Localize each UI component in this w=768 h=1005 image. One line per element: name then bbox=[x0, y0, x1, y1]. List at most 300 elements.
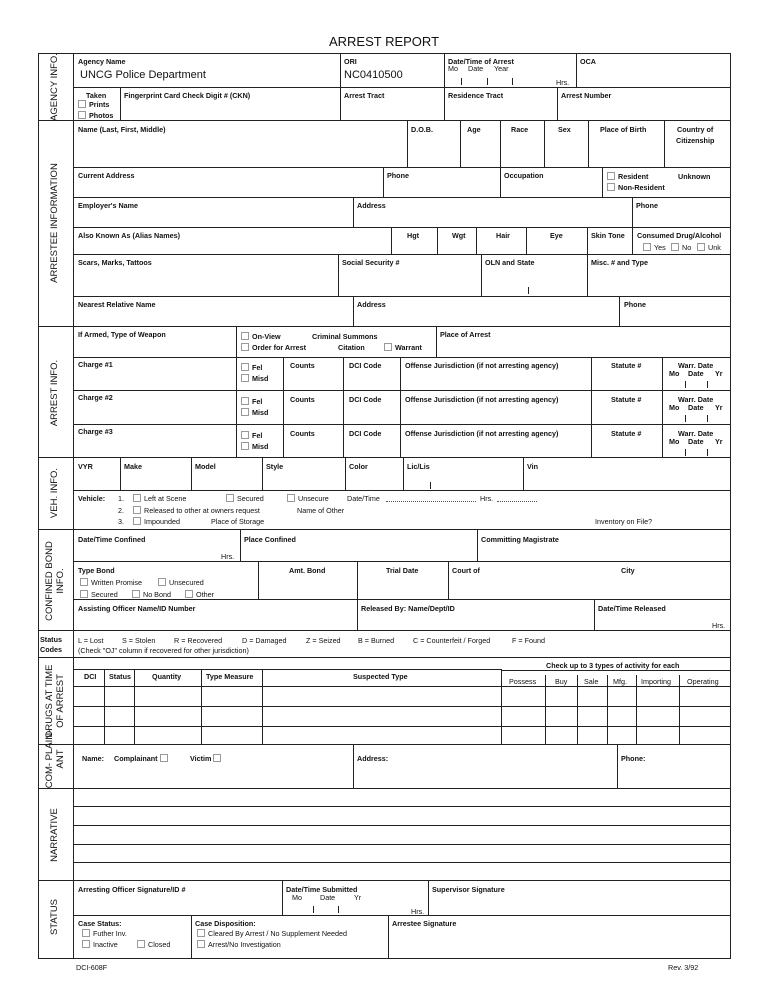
inactive-checkbox[interactable] bbox=[82, 940, 118, 949]
released-text: Released to other at owners request bbox=[144, 506, 260, 515]
grid-line bbox=[353, 197, 354, 227]
employer-label: Employer's Name bbox=[78, 201, 139, 210]
fel-text: Fel bbox=[252, 431, 263, 440]
grid-line bbox=[500, 167, 501, 197]
grid-line bbox=[73, 167, 730, 168]
phone-label: Phone bbox=[387, 171, 409, 180]
grid-line bbox=[73, 726, 730, 727]
counts-label: Counts bbox=[290, 395, 315, 404]
order-text: Order for Arrest bbox=[252, 343, 307, 352]
lic-label: Lic/Lis bbox=[407, 462, 430, 471]
make-label: Make bbox=[124, 462, 142, 471]
name-label: Name (Last, First, Middle) bbox=[78, 125, 166, 134]
no-bond-text: No Bond bbox=[143, 590, 171, 599]
charge-1-fel-checkbox[interactable] bbox=[241, 363, 262, 372]
relative-phone-label: Phone bbox=[624, 300, 646, 309]
date-time-released-label: Date/Time Released bbox=[598, 604, 666, 613]
tick bbox=[707, 415, 708, 422]
warr-date-sub: Date bbox=[688, 369, 704, 378]
grid-line bbox=[343, 357, 344, 457]
divider-drugs bbox=[38, 744, 731, 745]
form-top-border bbox=[38, 53, 731, 54]
written-promise-text: Written Promise bbox=[91, 578, 142, 587]
divider-complainant bbox=[38, 788, 731, 789]
misd-text: Misd bbox=[252, 374, 269, 383]
section-agency-label: AGENCY INFO. bbox=[49, 53, 60, 121]
section-narrative-label: NARRATIVE bbox=[49, 808, 60, 862]
color-label: Color bbox=[349, 462, 368, 471]
grid-line bbox=[73, 669, 501, 670]
divider-arrest bbox=[38, 457, 731, 458]
num-3: 3. bbox=[118, 517, 124, 526]
grid-line bbox=[481, 254, 482, 296]
arrest-no-inv-text: Arrest/No Investigation bbox=[208, 940, 281, 949]
date-time-label: Date/Time bbox=[347, 494, 380, 503]
complainant-checkbox[interactable] bbox=[114, 754, 171, 763]
photos-text: Photos bbox=[89, 111, 114, 120]
oln-tick bbox=[528, 287, 529, 294]
warrant-checkbox[interactable] bbox=[384, 343, 422, 352]
grid-line bbox=[436, 326, 437, 357]
sex-label: Sex bbox=[558, 125, 571, 134]
grid-line bbox=[73, 686, 730, 687]
grid-line bbox=[437, 227, 438, 254]
court-of-label: Court of bbox=[452, 566, 480, 575]
employer-address-label: Address bbox=[357, 201, 386, 210]
charge-2-label: Charge #2 bbox=[78, 393, 113, 402]
type-bond-label: Type Bond bbox=[78, 566, 115, 575]
resident-checkbox[interactable] bbox=[607, 172, 648, 181]
non-resident-text: Non-Resident bbox=[618, 183, 665, 192]
divider-agency bbox=[38, 120, 731, 121]
nearest-relative-label: Nearest Relative Name bbox=[78, 300, 156, 309]
activity-mfg: Mfg. bbox=[613, 677, 627, 686]
oln-label: OLN and State bbox=[485, 258, 535, 267]
resident-text: Resident bbox=[618, 172, 649, 181]
grid-line bbox=[619, 296, 620, 326]
assisting-officer-label: Assisting Officer Name/ID Number bbox=[78, 604, 196, 613]
place-of-storage-label: Place of Storage bbox=[211, 517, 265, 526]
residence-tract-label: Residence Tract bbox=[448, 91, 504, 100]
section-arrest-label: ARREST INFO. bbox=[49, 359, 60, 427]
no-bond-checkbox[interactable] bbox=[132, 590, 171, 599]
consumed-unk-checkbox[interactable] bbox=[697, 243, 721, 252]
unsecure-text: Unsecure bbox=[298, 494, 329, 503]
statute-label: Statute # bbox=[611, 361, 642, 370]
activity-sale: Sale bbox=[584, 677, 599, 686]
left-at-scene-checkbox[interactable] bbox=[133, 494, 186, 503]
oca-label: OCA bbox=[580, 57, 596, 66]
agency-name-value[interactable]: UNCG Police Department bbox=[80, 69, 206, 81]
grid-line bbox=[73, 254, 730, 255]
bond-secured-text: Secured bbox=[91, 590, 118, 599]
grid-line bbox=[500, 120, 501, 167]
on-view-checkbox[interactable] bbox=[241, 332, 281, 341]
race-label: Race bbox=[511, 125, 529, 134]
dob-label: D.O.B. bbox=[411, 125, 433, 134]
grid-line bbox=[388, 915, 389, 958]
cleared-text: Cleared By Arrest / No Supplement Needed bbox=[208, 929, 348, 938]
grid-line bbox=[526, 227, 527, 254]
grid-line bbox=[448, 561, 449, 599]
employer-phone-label: Phone bbox=[636, 201, 658, 210]
statute-label: Statute # bbox=[611, 429, 642, 438]
fingerprint-label: Fingerprint Card Check Digit # (CKN) bbox=[124, 91, 251, 100]
grid-line bbox=[353, 744, 354, 788]
written-promise-checkbox[interactable] bbox=[80, 578, 142, 587]
yes-text: Yes bbox=[654, 243, 666, 252]
form-left-border bbox=[38, 53, 39, 958]
ori-value[interactable]: NC0410500 bbox=[344, 69, 403, 81]
suspected-type-col: Suspected Type bbox=[353, 672, 408, 681]
citizenship-label: Citizenship bbox=[676, 136, 715, 145]
criminal-summons-label: Criminal Summons bbox=[312, 332, 378, 341]
code-counterfeit: C = Counterfeit / Forged bbox=[413, 636, 491, 645]
tick bbox=[707, 381, 708, 388]
grid-line bbox=[282, 880, 283, 915]
wgt-label: Wgt bbox=[452, 231, 466, 240]
eye-label: Eye bbox=[550, 231, 563, 240]
country-of-label: Country of bbox=[677, 125, 714, 134]
grid-line bbox=[460, 120, 461, 167]
divider-narrative bbox=[38, 880, 731, 881]
narrative-line bbox=[73, 844, 730, 845]
unsecured-checkbox[interactable] bbox=[158, 578, 204, 587]
complainant-phone-label: Phone: bbox=[621, 754, 646, 763]
case-disposition-label: Case Disposition: bbox=[195, 919, 256, 928]
num-1: 1. bbox=[118, 494, 124, 503]
skin-tone-label: Skin Tone bbox=[591, 231, 625, 240]
dci-code-label: DCI Code bbox=[349, 429, 382, 438]
charge-3-label: Charge #3 bbox=[78, 427, 113, 436]
amt-bond-label: Amt. Bond bbox=[289, 566, 326, 575]
vyr-label: VYR bbox=[78, 462, 93, 471]
counts-label: Counts bbox=[290, 361, 315, 370]
grid-line bbox=[428, 880, 429, 915]
warrant-text: Warrant bbox=[395, 343, 422, 352]
victim-checkbox[interactable] bbox=[190, 754, 224, 763]
grid-line bbox=[353, 296, 354, 326]
grid-line bbox=[662, 357, 663, 457]
warr-date-sub: Date bbox=[688, 437, 704, 446]
grid-line bbox=[73, 561, 730, 562]
place-of-birth-label: Place of Birth bbox=[600, 125, 647, 134]
tick bbox=[685, 381, 686, 388]
warr-date-label: Warr. Date bbox=[678, 361, 714, 370]
divider-arrestee bbox=[38, 326, 731, 327]
dci-col: DCI bbox=[84, 672, 97, 681]
grid-line bbox=[191, 457, 192, 490]
released-by-label: Released By: Name/Dept/ID bbox=[361, 604, 455, 613]
mo-label: Mo bbox=[448, 64, 458, 73]
date-time-confined-label: Date/Time Confined bbox=[78, 535, 146, 544]
warr-date-sub: Date bbox=[688, 403, 704, 412]
grid-line bbox=[340, 87, 341, 120]
warr-date-label: Warr. Date bbox=[678, 395, 714, 404]
grid-line bbox=[587, 254, 588, 296]
style-label: Style bbox=[266, 462, 284, 471]
activity-buy: Buy bbox=[555, 677, 568, 686]
model-label: Model bbox=[195, 462, 216, 471]
date-tick bbox=[487, 78, 488, 85]
status-col: Status bbox=[109, 672, 131, 681]
complainant-address-label: Address: bbox=[357, 754, 389, 763]
closed-checkbox[interactable] bbox=[137, 940, 170, 949]
arrest-no-investigation-checkbox[interactable] bbox=[197, 940, 281, 949]
prints-text: Prints bbox=[89, 100, 110, 109]
grid-line bbox=[357, 561, 358, 599]
scars-label: Scars, Marks, Tattoos bbox=[78, 258, 152, 267]
dci-code-label: DCI Code bbox=[349, 361, 382, 370]
misd-text: Misd bbox=[252, 408, 269, 417]
warr-yr-label: Yr bbox=[715, 369, 723, 378]
grid-line bbox=[73, 390, 730, 391]
quantity-col: Quantity bbox=[152, 672, 182, 681]
arrestee-signature-label: Arrestee Signature bbox=[392, 919, 457, 928]
grid-line bbox=[120, 87, 121, 120]
unknown-label: Unknown bbox=[678, 172, 711, 181]
code-burned: B = Burned bbox=[358, 636, 395, 645]
grid-line bbox=[576, 53, 577, 87]
counts-label: Counts bbox=[290, 429, 315, 438]
victim-text: Victim bbox=[190, 754, 212, 763]
secured-text: Secured bbox=[237, 494, 264, 503]
bond-secured-checkbox[interactable] bbox=[80, 590, 118, 599]
committing-magistrate-label: Committing Magistrate bbox=[481, 535, 559, 544]
grid-line bbox=[73, 357, 730, 358]
grid-line bbox=[403, 457, 404, 490]
narrative-line bbox=[73, 825, 730, 826]
impounded-text: Impounded bbox=[144, 517, 180, 526]
tick bbox=[430, 482, 431, 489]
section-status-label: STATUS bbox=[49, 898, 60, 936]
grid-line bbox=[587, 227, 588, 254]
impounded-checkbox[interactable] bbox=[133, 517, 180, 526]
charge-2-misd-checkbox[interactable] bbox=[241, 408, 268, 417]
grid-line bbox=[523, 457, 524, 490]
fel-text: Fel bbox=[252, 397, 263, 406]
prints-checkbox[interactable] bbox=[78, 100, 109, 109]
complainant-text: Complainant bbox=[114, 754, 158, 763]
activity-importing: Importing bbox=[641, 677, 671, 686]
unsecured-text: Unsecured bbox=[169, 578, 204, 587]
released-checkbox[interactable] bbox=[133, 506, 260, 515]
hrs-dots bbox=[497, 501, 537, 502]
grid-line bbox=[357, 599, 358, 630]
grid-line bbox=[236, 326, 237, 457]
ori-label: ORI bbox=[344, 57, 357, 66]
hrs-label: Hrs. bbox=[480, 494, 494, 503]
grid-line bbox=[73, 490, 730, 491]
warr-mo-label: Mo bbox=[669, 403, 680, 412]
revision: Rev. 3/92 bbox=[668, 963, 699, 972]
offense-jurisdiction-label: Offense Jurisdiction (if not arresting agency) bbox=[405, 429, 559, 438]
further-inv-checkbox[interactable] bbox=[82, 929, 127, 938]
date-time-arrest-label: Date/Time of Arrest bbox=[448, 57, 514, 66]
date-tick bbox=[512, 78, 513, 85]
arrest-number-label: Arrest Number bbox=[561, 91, 612, 100]
grid-line bbox=[588, 120, 589, 167]
grid-line bbox=[240, 529, 241, 561]
further-inv-text: Futher Inv. bbox=[93, 929, 127, 938]
on-view-text: On-View bbox=[252, 332, 281, 341]
tick bbox=[313, 906, 314, 913]
year-label: Year bbox=[494, 64, 509, 73]
check-up-label: Check up to 3 types of activity for each bbox=[546, 661, 680, 670]
grid-line bbox=[501, 670, 730, 671]
consumed-yes-checkbox[interactable] bbox=[643, 243, 666, 252]
grid-line bbox=[407, 120, 408, 167]
occupation-label: Occupation bbox=[504, 171, 544, 180]
grid-line bbox=[73, 706, 730, 707]
grid-line bbox=[400, 357, 401, 457]
code-check-note: (Check "OJ" column if recovered for other jurisdiction) bbox=[78, 646, 249, 655]
grid-line bbox=[383, 167, 384, 197]
section-arrestee-label: ARRESTEE INFORMATION bbox=[49, 163, 60, 283]
warr-mo-label: Mo bbox=[669, 369, 680, 378]
grid-line bbox=[73, 424, 730, 425]
inactive-text: Inactive bbox=[93, 940, 118, 949]
warr-date-label: Warr. Date bbox=[678, 429, 714, 438]
agency-name-label: Agency Name bbox=[78, 57, 126, 66]
grid-line bbox=[73, 87, 730, 88]
charge-2-fel-checkbox[interactable] bbox=[241, 397, 262, 406]
dci-code-label: DCI Code bbox=[349, 395, 382, 404]
grid-line bbox=[632, 227, 633, 254]
grid-line bbox=[664, 120, 665, 167]
age-label: Age bbox=[467, 125, 481, 134]
grid-line bbox=[557, 87, 558, 120]
closed-text: Closed bbox=[148, 940, 171, 949]
grid-line bbox=[617, 744, 618, 788]
consumed-no-checkbox[interactable] bbox=[671, 243, 691, 252]
arrest-tract-label: Arrest Tract bbox=[344, 91, 385, 100]
case-status-label: Case Status: bbox=[78, 919, 122, 928]
section-status-codes-label: Status Codes bbox=[40, 635, 62, 654]
place-confined-label: Place Confined bbox=[244, 535, 296, 544]
section-drugs-label: DRUGS AT TIME OF ARREST bbox=[44, 664, 66, 738]
secured-checkbox[interactable] bbox=[226, 494, 264, 503]
submitted-hrs: Hrs. bbox=[411, 907, 425, 916]
grid-line bbox=[283, 357, 284, 457]
grid-line bbox=[476, 227, 477, 254]
misd-text: Misd bbox=[252, 442, 269, 451]
left-at-scene-text: Left at Scene bbox=[144, 494, 187, 503]
vehicle-label: Vehicle: bbox=[78, 494, 106, 503]
section-confined-label: CONFINED BOND INFO. bbox=[44, 541, 66, 621]
grid-line bbox=[477, 529, 478, 561]
submitted-date: Date bbox=[320, 893, 336, 902]
grid-line bbox=[345, 457, 346, 490]
hrs-label: Hrs. bbox=[556, 78, 570, 87]
bond-other-checkbox[interactable] bbox=[185, 590, 214, 599]
hair-label: Hair bbox=[496, 231, 510, 240]
city-label: City bbox=[621, 566, 635, 575]
date-time-dots bbox=[386, 501, 476, 502]
warr-mo-label: Mo bbox=[669, 437, 680, 446]
grid-line bbox=[73, 599, 730, 600]
code-lost: L = Lost bbox=[78, 636, 104, 645]
current-address-label: Current Address bbox=[78, 171, 135, 180]
ssn-label: Social Security # bbox=[342, 258, 400, 267]
date-label: Date bbox=[468, 64, 484, 73]
cleared-by-arrest-checkbox[interactable] bbox=[197, 929, 347, 938]
grid-line bbox=[544, 120, 545, 167]
type-measure-col: Type Measure bbox=[206, 672, 254, 681]
tick bbox=[707, 449, 708, 456]
tick bbox=[685, 415, 686, 422]
warr-yr-label: Yr bbox=[715, 403, 723, 412]
grid-line bbox=[591, 357, 592, 457]
unk-text: Unk bbox=[708, 243, 721, 252]
section-complainant-label: COM- PLAIN- ANT bbox=[44, 729, 66, 789]
offense-jurisdiction-label: Offense Jurisdiction (if not arresting agency) bbox=[405, 361, 559, 370]
alias-label: Also Known As (Alias Names) bbox=[78, 231, 180, 240]
code-found: F = Found bbox=[512, 636, 545, 645]
activity-operating: Operating bbox=[687, 677, 719, 686]
officer-signature-label: Arresting Officer Signature/ID # bbox=[78, 885, 186, 894]
code-stolen: S = Stolen bbox=[122, 636, 156, 645]
grid-line bbox=[262, 457, 263, 490]
photos-checkbox[interactable] bbox=[78, 111, 113, 120]
code-recovered: R = Recovered bbox=[174, 636, 223, 645]
form-bottom-border bbox=[38, 958, 731, 959]
grid-line bbox=[632, 197, 633, 227]
order-for-arrest-checkbox[interactable] bbox=[241, 343, 306, 352]
grid-line bbox=[602, 167, 603, 197]
relative-address-label: Address bbox=[357, 300, 386, 309]
statute-label: Statute # bbox=[611, 395, 642, 404]
code-damaged: D = Damaged bbox=[242, 636, 287, 645]
fel-text: Fel bbox=[252, 363, 263, 372]
charge-1-misd-checkbox[interactable] bbox=[241, 374, 268, 383]
grid-line bbox=[340, 53, 341, 87]
grid-line bbox=[120, 457, 121, 490]
if-armed-label: If Armed, Type of Weapon bbox=[78, 330, 166, 339]
non-resident-checkbox[interactable] bbox=[607, 183, 665, 192]
grid-line bbox=[594, 599, 595, 630]
complainant-name-label: Name: bbox=[82, 754, 104, 763]
grid-line bbox=[258, 561, 259, 599]
num-2: 2. bbox=[118, 506, 124, 515]
code-seized: Z = Seized bbox=[306, 636, 341, 645]
warr-yr-label: Yr bbox=[715, 437, 723, 446]
grid-line bbox=[338, 254, 339, 296]
bond-other-text: Other bbox=[196, 590, 214, 599]
divider-confined bbox=[38, 630, 731, 631]
charge-3-fel-checkbox[interactable] bbox=[241, 431, 262, 440]
vin-label: Vin bbox=[527, 462, 539, 471]
consumed-label: Consumed Drug/Alcohol bbox=[637, 231, 722, 240]
supervisor-signature-label: Supervisor Signature bbox=[432, 885, 505, 894]
submitted-yr: Yr bbox=[354, 893, 362, 902]
grid-line bbox=[191, 915, 192, 958]
date-submitted-label: Date/Time Submitted bbox=[286, 885, 358, 894]
trial-date-label: Trial Date bbox=[386, 566, 419, 575]
taken-label: Taken bbox=[86, 91, 107, 100]
tick bbox=[338, 906, 339, 913]
charge-3-misd-checkbox[interactable] bbox=[241, 442, 268, 451]
misc-label: Misc. # and Type bbox=[591, 258, 648, 267]
grid-line bbox=[391, 227, 392, 254]
activity-possess: Possess bbox=[509, 677, 537, 686]
report-title: ARREST REPORT bbox=[328, 34, 440, 49]
submitted-mo: Mo bbox=[292, 893, 302, 902]
name-of-other-label: Name of Other bbox=[297, 506, 345, 515]
tick bbox=[685, 449, 686, 456]
unsecure-checkbox[interactable] bbox=[287, 494, 329, 503]
divider-status-codes bbox=[38, 657, 731, 658]
